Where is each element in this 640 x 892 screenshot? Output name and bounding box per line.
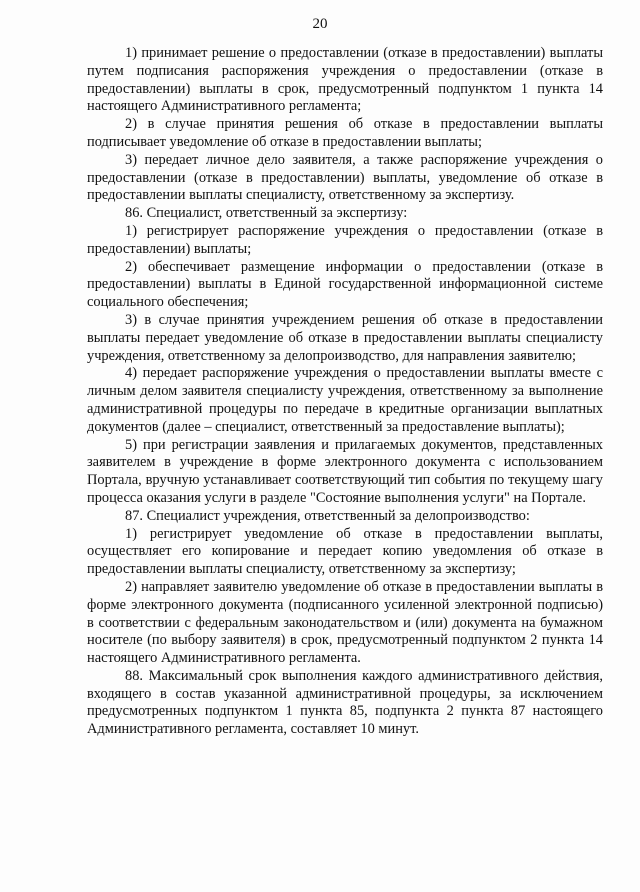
paragraph-86-heading: 86. Специалист, ответственный за экспертизу: [125, 205, 408, 222]
paragraph-85-item-2: 2) в случае принятия решения об отказе в предоставлении выплаты подписывает уведомление об отказе в предоставлении выплаты; [87, 116, 603, 150]
page-number: 20 [312, 16, 328, 32]
document-body [87, 45, 603, 739]
paragraph-86-item-4: 4) передает распоряжение учреждения о предоставлении выплаты вместе с личным делом заявителя специалисту учреждения, ответственному за выполнение административной процедуры по передаче в кредитные организации выплатных документов (далее – специалист, ответственный за предоставление выплаты); [87, 365, 603, 435]
paragraph-87-item-2: 2) направляет заявителю уведомление об отказе в предоставлении выплаты в форме электронного документа (подписанного усиленной электронной подписью) в соответствии с федеральным законодательством и (или) документа на бумажном носителе (по выбору заявителя) в срок, предусмотренный подпунктом 2 пункта 14 настоящего Административного регламента. [87, 578, 603, 667]
paragraph-86-item-5: 5) при регистрации заявления и прилагаемых документов, представленных заявителем в учреждение в форме электронного документа с использованием Портала, вручную устанавливает соответствующий тип события по текущему шагу процесса оказания услуги в разделе "Состояние выполнения услуги" на Портале. [87, 436, 603, 506]
paragraph-86-item-1: 1) регистрирует распоряжение учреждения о предоставлении (отказе в предоставлении) выплаты; [87, 222, 603, 257]
paragraph-85-item-3: 3) передает личное дело заявителя, а также распоряжение учреждения о предоставлении (отказе в предоставлении) выплаты, уведомление об отказе в предоставлении выплаты специалисту, ответственному за экспертизу. [87, 151, 603, 204]
paragraph-87-heading: 87. Специалист учреждения, ответственный за делопроизводство: [125, 507, 530, 524]
paragraph-87-item-1: 1) регистрирует уведомление об отказе в предоставлении выплаты, осуществляет его копирование и передает копию уведомления об отказе в предоставлении выплаты специалисту, ответственному за экспертизу; [87, 525, 603, 578]
paragraph-85-item-1: 1) принимает решение о предоставлении (отказе в предоставлении) выплаты путем подписания распоряжения учреждения о предоставлении (отказе в предоставлении) выплаты в срок, предусмотренный подпунктом 1 пункта 14 настоящего Административного регламента; [87, 45, 603, 115]
paragraph-86-item-2: 2) обеспечивает размещение информации о предоставлении (отказе в предоставлении) выплаты в Единой государственной информационной системе социального обеспечения; [87, 258, 603, 311]
paragraph-88: 88. Максимальный срок выполнения каждого административного действия, входящего в состав указанной административной процедуры, за исключением предусмотренных подпунктом 1 пункта 85, подпункта 2 пункта 87 настоящего Административного регламента, составляет 10 минут. [87, 667, 603, 738]
paragraph-86-item-3: 3) в случае принятия учреждением решения об отказе в предоставлении выплаты передает уведомление об отказе в предоставлении выплаты специалисту учреждения, ответственному за делопроизводство, для направления заявителю; [87, 311, 603, 364]
